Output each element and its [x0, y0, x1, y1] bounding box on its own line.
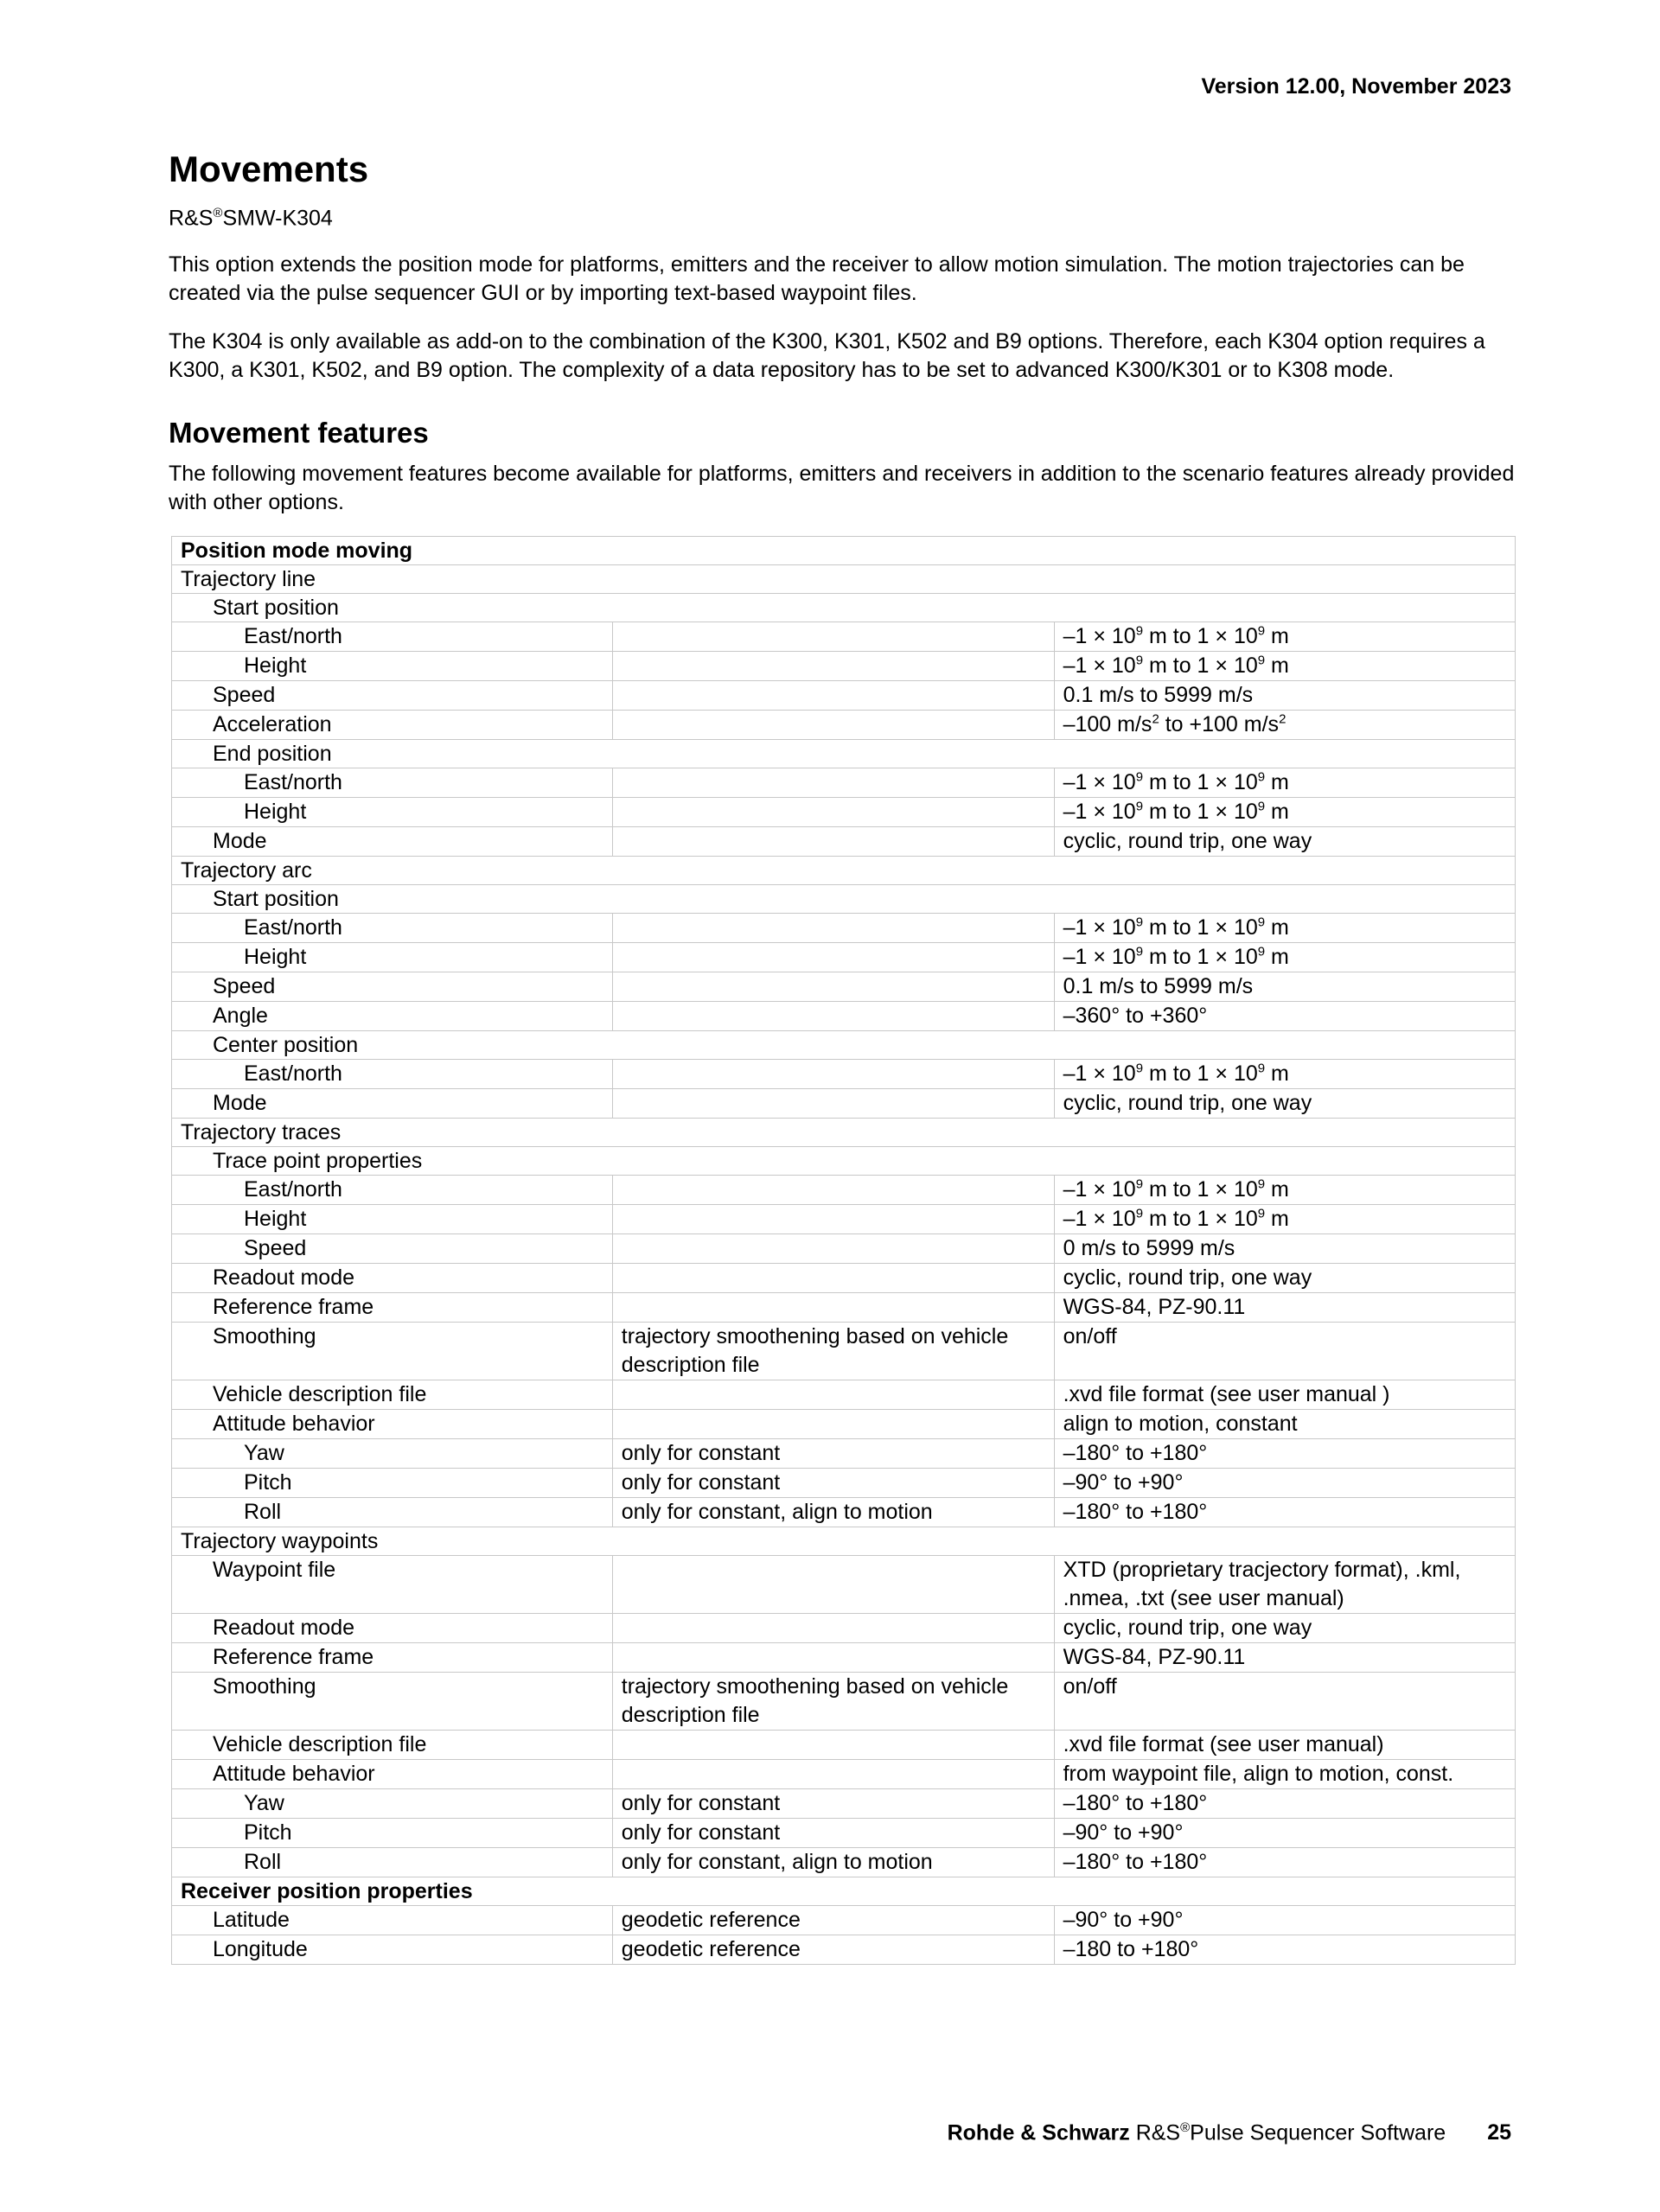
table-row — [172, 1819, 1516, 1848]
value-cell: $-1 \times 10^9$ m to $1 \times 10^9$ m — [1054, 652, 1515, 681]
note-cell — [612, 652, 1054, 681]
table-row — [172, 1527, 1516, 1556]
table-row — [172, 1234, 1516, 1264]
table-row — [172, 885, 1516, 914]
note-cell — [612, 1760, 1054, 1789]
note-cell — [612, 1002, 1054, 1031]
value-cell: cyclic, round trip, one way — [1054, 827, 1515, 857]
intro-paragraph-2: The K304 is only available as add-on to the combination of the K300, K301, K502 and B9 options. Therefore, each K304 option requires a K300, a K301, K502, and B9 option. The complexity of a data repository has to be set to advanced K300/K301 or to K308 mode. — [169, 329, 1485, 382]
value-cell: $-1 \times 10^9$ m to $1 \times 10^9$ m — [1054, 914, 1515, 943]
parameter-cell: Latitude — [172, 1906, 613, 1935]
note-cell — [612, 798, 1054, 827]
parameter-cell: East/north — [172, 1060, 613, 1089]
value-cell: $-1 \times 10^9$ m to $1 \times 10^9$ m — [1054, 1176, 1515, 1205]
table-body — [172, 537, 1516, 1965]
note-cell — [612, 768, 1054, 798]
table-row — [172, 1264, 1516, 1293]
table-row — [172, 1760, 1516, 1789]
value-cell: WGS-84, PZ-90.11 — [1054, 1293, 1515, 1323]
note-cell — [612, 1380, 1054, 1410]
note-cell — [612, 1410, 1054, 1439]
note-cell — [612, 711, 1054, 740]
parameter-cell: Waypoint file — [172, 1556, 613, 1614]
table-row — [172, 1060, 1516, 1089]
footer-product: Pulse Sequencer Software — [1190, 2120, 1446, 2145]
page-footer — [948, 2120, 1511, 2145]
note-cell — [612, 1556, 1054, 1614]
parameter-cell: East/north — [172, 1176, 613, 1205]
note-cell — [612, 1176, 1054, 1205]
table-row — [172, 943, 1516, 972]
note-cell — [612, 1614, 1054, 1643]
parameter-cell: East/north — [172, 622, 613, 652]
table-row — [172, 1673, 1516, 1731]
table-row — [172, 652, 1516, 681]
value-cell: cyclic, round trip, one way — [1054, 1089, 1515, 1119]
table-row — [172, 1089, 1516, 1119]
table-row — [172, 1380, 1516, 1410]
table-row — [172, 1498, 1516, 1527]
note-cell — [612, 622, 1054, 652]
table-row — [172, 537, 1516, 565]
intro-paragraph-1: This option extends the position mode for platforms, emitters and the receiver to allow motion simulation. The motion trajectories can be created via the pulse sequencer GUI or by importing text-based waypoint files. — [169, 252, 1465, 305]
parameter-cell: Acceleration — [172, 711, 613, 740]
parameter-cell: Height — [172, 798, 613, 827]
value-cell: –100 $m/s^2$ to +100 $m/s^2$ — [1054, 711, 1515, 740]
parameter-cell: Mode — [172, 827, 613, 857]
table-section-header: Receiver position properties — [172, 1877, 1516, 1906]
table-row — [172, 827, 1516, 857]
note-cell — [612, 1205, 1054, 1234]
table-group-label: End position — [172, 740, 1516, 768]
table-row — [172, 1119, 1516, 1147]
parameter-cell: Readout mode — [172, 1264, 613, 1293]
value-cell: 0.1 m/s to 5999 m/s — [1054, 972, 1515, 1002]
table-section-header: Position mode moving — [172, 537, 1516, 565]
value-cell: .xvd file format (see user manual ) — [1054, 1380, 1515, 1410]
note-cell — [612, 972, 1054, 1002]
table-row — [172, 1176, 1516, 1205]
version-header: Version 12.00, November 2023 — [1201, 74, 1511, 99]
table-row — [172, 768, 1516, 798]
table-group-label: Trajectory waypoints — [172, 1527, 1516, 1556]
parameter-cell: Reference frame — [172, 1293, 613, 1323]
table-row — [172, 1906, 1516, 1935]
parameter-cell: Yaw — [172, 1789, 613, 1819]
note-cell: trajectory smoothening based on vehicle description file — [612, 1673, 1054, 1731]
table-row — [172, 1410, 1516, 1439]
section-title: Movement features — [169, 417, 429, 449]
table-row — [172, 857, 1516, 885]
parameter-cell: Longitude — [172, 1935, 613, 1965]
table-row — [172, 711, 1516, 740]
table-row — [172, 1848, 1516, 1877]
table-row — [172, 1031, 1516, 1060]
parameter-cell: Pitch — [172, 1819, 613, 1848]
table-group-label: Trajectory arc — [172, 857, 1516, 885]
registered-mark: ® — [213, 206, 223, 220]
table-group-label: Trajectory traces — [172, 1119, 1516, 1147]
value-cell: –180° to +180° — [1054, 1498, 1515, 1527]
parameter-cell: Roll — [172, 1498, 613, 1527]
value-cell: $-1 \times 10^9$ m to $1 \times 10^9$ m — [1054, 768, 1515, 798]
table-row — [172, 594, 1516, 622]
value-cell: –180° to +180° — [1054, 1789, 1515, 1819]
value-cell: on/off — [1054, 1323, 1515, 1380]
note-cell — [612, 1643, 1054, 1673]
note-cell: only for constant — [612, 1439, 1054, 1469]
parameter-cell: Height — [172, 652, 613, 681]
value-cell: $-1 \times 10^9$ m to $1 \times 10^9$ m — [1054, 798, 1515, 827]
value-cell: cyclic, round trip, one way — [1054, 1264, 1515, 1293]
value-cell: .xvd file format (see user manual) — [1054, 1731, 1515, 1760]
table-row — [172, 1556, 1516, 1614]
note-cell — [612, 1060, 1054, 1089]
parameter-cell: Angle — [172, 1002, 613, 1031]
table-group-label: Trace point properties — [172, 1147, 1516, 1176]
parameter-cell: Height — [172, 1205, 613, 1234]
footer-brand: Rohde & Schwarz — [947, 2120, 1130, 2145]
table-row — [172, 914, 1516, 943]
note-cell — [612, 914, 1054, 943]
value-cell: on/off — [1054, 1673, 1515, 1731]
parameter-cell: Pitch — [172, 1469, 613, 1498]
table-row — [172, 1323, 1516, 1380]
parameter-cell: Height — [172, 943, 613, 972]
note-cell — [612, 943, 1054, 972]
value-cell: –360° to +360° — [1054, 1002, 1515, 1031]
note-cell — [612, 827, 1054, 857]
parameter-cell: Speed — [172, 1234, 613, 1264]
value-cell: 0.1 m/s to 5999 m/s — [1054, 681, 1515, 711]
value-cell: XTD (proprietary tracjectory format), .kml, .nmea, .txt (see user manual) — [1054, 1556, 1515, 1614]
value-cell: 0 m/s to 5999 m/s — [1054, 1234, 1515, 1264]
table-row — [172, 1935, 1516, 1965]
table-row — [172, 740, 1516, 768]
table-row — [172, 1877, 1516, 1906]
table-row — [172, 1789, 1516, 1819]
value-cell: $-1 \times 10^9$ m to $1 \times 10^9$ m — [1054, 1060, 1515, 1089]
table-row — [172, 1469, 1516, 1498]
note-cell: only for constant — [612, 1469, 1054, 1498]
table-row — [172, 1147, 1516, 1176]
parameter-cell: East/north — [172, 914, 613, 943]
note-cell: only for constant — [612, 1819, 1054, 1848]
note-cell: trajectory smoothening based on vehicle description file — [612, 1323, 1054, 1380]
value-cell: –90° to +90° — [1054, 1906, 1515, 1935]
parameter-cell: Roll — [172, 1848, 613, 1877]
section-intro: The following movement features become available for platforms, emitters and receivers in addition to the scenario features already provided with other options. — [169, 462, 1515, 514]
table-row — [172, 798, 1516, 827]
table-group-label: Start position — [172, 885, 1516, 914]
value-cell: $-1 \times 10^9$ m to $1 \times 10^9$ m — [1054, 943, 1515, 972]
note-cell — [612, 1234, 1054, 1264]
table-row — [172, 1002, 1516, 1031]
table-group-label: Start position — [172, 594, 1516, 622]
value-cell: from waypoint file, align to motion, const. — [1054, 1760, 1515, 1789]
note-cell — [612, 1731, 1054, 1760]
table-row — [172, 1293, 1516, 1323]
table-row — [172, 681, 1516, 711]
movement-features-table — [171, 536, 1516, 1965]
product-code — [169, 206, 333, 231]
product-code-prefix: R&S — [169, 206, 214, 231]
note-cell: only for constant — [612, 1789, 1054, 1819]
value-cell: cyclic, round trip, one way — [1054, 1614, 1515, 1643]
value-cell: –90° to +90° — [1054, 1469, 1515, 1498]
parameter-cell: Mode — [172, 1089, 613, 1119]
page-title: Movements — [169, 149, 369, 189]
table-row — [172, 1643, 1516, 1673]
page-number: 25 — [1487, 2120, 1511, 2145]
note-cell — [612, 681, 1054, 711]
table-row — [172, 1614, 1516, 1643]
note-cell — [612, 1293, 1054, 1323]
value-cell: –90° to +90° — [1054, 1819, 1515, 1848]
note-cell: geodetic reference — [612, 1935, 1054, 1965]
parameter-cell: Readout mode — [172, 1614, 613, 1643]
table-group-label: Center position — [172, 1031, 1516, 1060]
value-cell: align to motion, constant — [1054, 1410, 1515, 1439]
table-row — [172, 972, 1516, 1002]
note-cell: only for constant, align to motion — [612, 1848, 1054, 1877]
note-cell: geodetic reference — [612, 1906, 1054, 1935]
parameter-cell: Speed — [172, 681, 613, 711]
value-cell: –180° to +180° — [1054, 1439, 1515, 1469]
footer-registered-mark: ® — [1180, 2120, 1191, 2135]
parameter-cell: Vehicle description file — [172, 1380, 613, 1410]
table-row — [172, 1439, 1516, 1469]
parameter-cell: Reference frame — [172, 1643, 613, 1673]
table-group-label: Trajectory line — [172, 565, 1516, 594]
parameter-cell: Speed — [172, 972, 613, 1002]
value-cell: $-1 \times 10^9$ m to $1 \times 10^9$ m — [1054, 1205, 1515, 1234]
parameter-cell: Attitude behavior — [172, 1760, 613, 1789]
table-row — [172, 1731, 1516, 1760]
value-cell: –180° to +180° — [1054, 1848, 1515, 1877]
parameter-cell: Attitude behavior — [172, 1410, 613, 1439]
table-row — [172, 565, 1516, 594]
parameter-cell: Vehicle description file — [172, 1731, 613, 1760]
parameter-cell: East/north — [172, 768, 613, 798]
value-cell: WGS-84, PZ-90.11 — [1054, 1643, 1515, 1673]
product-code-name: SMW-K304 — [222, 206, 333, 231]
note-cell — [612, 1089, 1054, 1119]
parameter-cell: Smoothing — [172, 1323, 613, 1380]
value-cell: –180 to +180° — [1054, 1935, 1515, 1965]
parameter-cell: Smoothing — [172, 1673, 613, 1731]
value-cell: $-1 \times 10^9$ m to $1 \times 10^9$ m — [1054, 622, 1515, 652]
note-cell: only for constant, align to motion — [612, 1498, 1054, 1527]
table-row — [172, 622, 1516, 652]
footer-product-prefix: R&S — [1129, 2120, 1181, 2145]
table-row — [172, 1205, 1516, 1234]
parameter-cell: Yaw — [172, 1439, 613, 1469]
note-cell — [612, 1264, 1054, 1293]
